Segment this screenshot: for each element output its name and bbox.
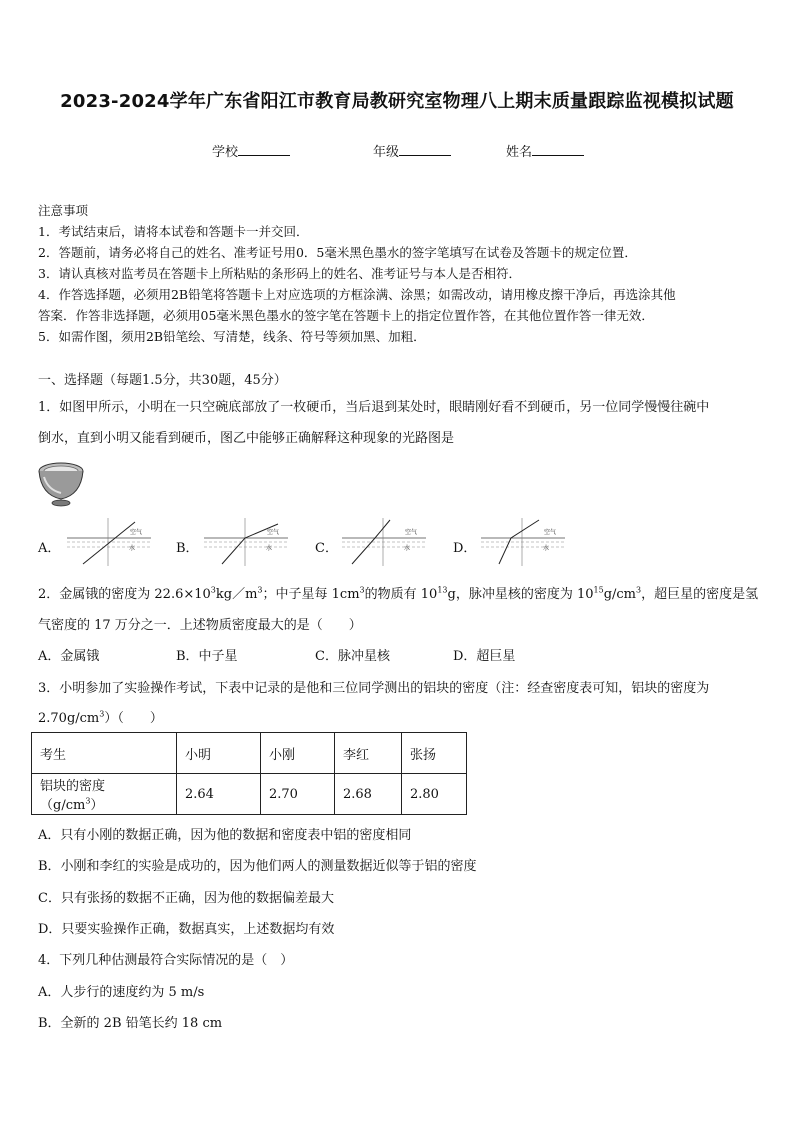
table-header-cell: 小明 [177,733,261,774]
water-label: 水 [543,545,550,552]
q4-line1: 4．下列几种估测最符合实际情况的是（ ） [38,953,294,968]
q1-option-d: D． [453,541,477,556]
q3-line1: 3．小明参加了实验操作考试，下表中记录的是他和三位同学测出的铝块的密度（注：经查密度表可知，铝块的密度为 [38,681,710,696]
notice-heading: 注意事项 [38,203,89,218]
notice-item: 1．考试结束后，请将本试卷和答题卡一并交回． [38,224,309,239]
page-title: 2023-2024学年广东省阳江市教育局教研究室物理八上期末质量跟踪监视模拟试题 [60,91,734,112]
q1-line2: 倒水，直到小明又能看到硬币，图乙中能够正确解释这种现象的光路图是 [38,431,455,446]
q2-option-b: B．中子星 [176,649,238,664]
light-path-diagram-b [200,516,290,568]
q2-line1: 2．金属锇的密度为 $22.6\times 10^3kg/m^3$；中子星每 $1cm^3$的物质有 $10^{13}g$，脉冲星核的密度为 $10^{15}g/cm^3$，超巨星的密度是氢 [38,585,759,602]
notice-block [38,200,758,347]
school-blank [238,142,290,156]
water-label: 水 [129,545,136,552]
table-header-cell: 考生 [32,733,177,774]
q3-option-b: B．小刚和李红的实验是成功的，因为他们两人的测量数据近似等于铝的密度 [38,859,477,874]
light-path-diagram-c [338,516,428,568]
table-cell: 2.68 [335,774,402,815]
table-cell: 2.70 [261,774,335,815]
table-header-cell: 李红 [335,733,402,774]
water-label: 水 [266,545,273,552]
grade-blank [399,142,451,156]
notice-item: 3．请认真核对监考员在答题卡上所粘贴的条形码上的姓名、准考证号与本人是否相符． [38,266,521,281]
table-row-label: 铝块的密度$(g/cm^3)$ [32,774,177,815]
name-field [506,141,584,160]
table-cell: 2.64 [177,774,261,815]
grade-label: 年级 [373,145,400,160]
air-label: 空气 [130,529,143,536]
q2-option-c: C．脉冲星核 [315,649,390,664]
density-table [31,732,467,815]
air-label: 空气 [405,529,418,536]
name-blank [532,142,584,156]
q1-option-b: B． [176,541,199,556]
table-row [32,733,467,774]
q2-option-a: A．金属锇 [38,649,100,664]
notice-item: 答案．作答非选择题，必须用05毫米黑色墨水的签字笔在答题卡上的指定位置作答，在其他位置作答一律无效． [38,308,654,323]
q4-option-b: B．全新的 2B 铅笔长约 18 cm [38,1016,223,1031]
q2-line2: 气密度的 17 万分之一．上述物质密度最大的是（ ） [38,618,362,633]
table-row [32,774,467,815]
q1-option-c: C． [315,541,338,556]
q3-option-d: D．只要实验操作正确，数据真实，上述数据均有效 [38,922,335,937]
notice-item: 4．作答选择题，必须用2B铅笔将答题卡上对应选项的方框涂满、涂黑；如需改动，请用橡皮擦干净后，再选涂其他 [38,287,676,302]
q3-option-c: C．只有张扬的数据不正确，因为他的数据偏差最大 [38,891,334,906]
q1-option-a: A． [38,541,61,556]
grade-field [373,141,451,160]
notice-item: 2．答题前，请务必将自己的姓名、准考证号用0．5毫米黑色墨水的签字笔填写在试卷及答题卡的规定位置． [38,245,637,260]
section-heading: 一、选择题（每题1.5分，共30题，45分） [38,373,287,388]
q1-line1: 1．如图甲所示，小明在一只空碗底部放了一枚硬币，当后退到某处时，眼睛刚好看不到硬币，另一位同学慢慢往碗中 [38,400,710,415]
table-header-cell: 小刚 [261,733,335,774]
bowl-image [36,457,86,509]
school-label: 学校 [212,145,239,160]
q4-option-a: A．人步行的速度约为 5 m/s [38,985,205,1000]
air-label: 空气 [267,529,280,536]
notice-item: 5．如需作图，须用2B铅笔绘、写清楚，线条、符号等须加黑、加粗． [38,329,426,344]
q2-option-d: D．超巨星 [453,649,516,664]
q3-option-a: A．只有小刚的数据正确，因为他的数据和密度表中铝的密度相同 [38,828,412,843]
air-label: 空气 [544,529,557,536]
name-label: 姓名 [506,145,533,160]
table-header-cell: 张扬 [402,733,467,774]
q3-line2: $2.70g/cm^3$）（ ） [38,709,163,726]
light-path-diagram-d [477,516,567,568]
water-label: 水 [404,545,411,552]
light-path-diagram-a [63,516,153,568]
table-cell: 2.80 [402,774,467,815]
school-field [212,141,290,160]
